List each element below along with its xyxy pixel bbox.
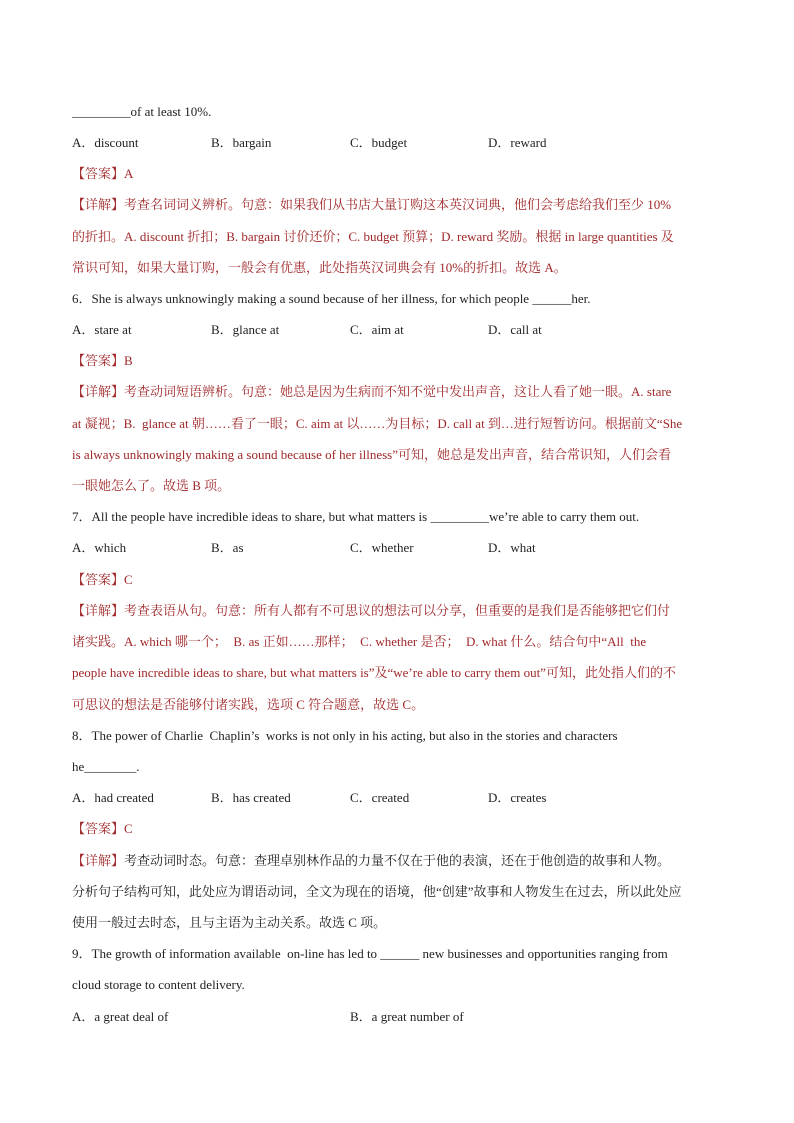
detail-line: 的折扣。A. discount 折扣；B. bargain 讨价还价；C. budget 预算；D. reward 奖励。根据 in large quantities 及 — [72, 229, 674, 244]
option-b: B．as — [211, 540, 244, 555]
answer-value: C — [124, 821, 133, 836]
option-a: A．stare at — [72, 322, 132, 337]
question-stem: 6．She is always unknowingly making a sound because of her illness, for which people ______her. — [72, 291, 591, 306]
question-stem: 7．All the people have incredible ideas to share, but what matters is _________we’re able to carry them out. — [72, 509, 640, 524]
detail-line — [72, 603, 670, 619]
option-c: C．whether — [350, 540, 414, 555]
detail-line — [72, 197, 671, 213]
answer-line — [72, 821, 133, 837]
option-d: D．call at — [488, 322, 542, 337]
option-c: C．aim at — [350, 322, 404, 337]
answer-line — [72, 166, 133, 182]
detail-line — [72, 384, 671, 400]
option-c: C．budget — [350, 135, 408, 150]
answer-value: A — [124, 166, 134, 181]
detail-tag: 【详解】 — [72, 853, 125, 868]
detail-line: 常识可知，如果大量订购，一般会有优惠，此处指英汉词典会有 10%的折扣。故选 A。 — [72, 260, 567, 275]
option-d: D．reward — [488, 135, 547, 150]
option-c: C．created — [350, 790, 410, 805]
options-row — [72, 1009, 732, 1025]
question-stem: 9．The growth of information available on-line has led to ______ new businesses and opportunities ranging from — [72, 946, 668, 961]
answer-line — [72, 353, 133, 369]
question-stem: _________of at least 10%. — [72, 104, 212, 119]
detail-tag: 【详解】 — [72, 384, 125, 399]
detail-line — [72, 853, 670, 869]
answer-value: C — [124, 572, 133, 587]
detail-line: 可思议的想法是否能够付诸实践，选项 C 符合题意，故选 C。 — [72, 697, 425, 712]
answer-tag: 【答案】 — [72, 166, 125, 181]
detail-line: at 凝视；B. glance at 朝……看了一眼；C. aim at 以……为目标；D. call at 到…进行短暂访问。根据前文“She — [72, 416, 683, 431]
options-row — [72, 790, 732, 806]
detail-line: 一眼她怎么了。故选 B 项。 — [72, 478, 231, 493]
detail-line: 分析句子结构可知，此处应为谓语动词，全文为现在的语境，他“创建”故事和人物发生在过去，所以此处应 — [72, 884, 682, 899]
answer-tag: 【答案】 — [72, 572, 125, 587]
option-b: B．has created — [211, 790, 291, 805]
option-b: B．glance at — [211, 322, 280, 337]
options-row — [72, 540, 732, 556]
answer-value: B — [124, 353, 133, 368]
detail-line: 使用一般过去时态，且与主语为主动关系。故选 C 项。 — [72, 915, 387, 930]
options-row — [72, 322, 732, 338]
option-a: A．which — [72, 540, 127, 555]
options-row — [72, 135, 732, 151]
option-d: D．creates — [488, 790, 547, 805]
question-stem: he________. — [72, 759, 140, 774]
option-a: A．discount — [72, 135, 139, 150]
option-d: D．what — [488, 540, 536, 555]
answer-tag: 【答案】 — [72, 353, 125, 368]
option-b: B．a great number of — [350, 1009, 464, 1024]
answer-tag: 【答案】 — [72, 821, 125, 836]
detail-text: 考查动词短语辨析。句意：她总是因为生病而不知不觉中发出声音，这让人看了她一眼。A. stare — [124, 384, 672, 399]
detail-line: 诸实践。A. which 哪一个； B. as 正如……那样； C. whether 是否； D. what 什么。结合句中“All the — [72, 634, 647, 649]
option-a: A．had created — [72, 790, 154, 805]
question-stem: cloud storage to content delivery. — [72, 977, 245, 992]
detail-line: is always unknowingly making a sound because of her illness”可知，她总是发出声音，结合常识知，人们会看 — [72, 447, 672, 462]
detail-tag: 【详解】 — [72, 197, 125, 212]
answer-line — [72, 572, 133, 588]
detail-line: people have incredible ideas to share, but what matters is”及“we’re able to carry them out”可知，此处指人们的不 — [72, 665, 676, 680]
option-a: A．a great deal of — [72, 1009, 169, 1024]
detail-text: 考查动词时态。句意：查理卓别林作品的力量不仅在于他的表演，还在于他创造的故事和人物。 — [124, 853, 671, 868]
detail-text: 考查表语从句。句意：所有人都有不可思议的想法可以分享，但重要的是我们是否能够把它们付 — [124, 603, 671, 618]
detail-tag: 【详解】 — [72, 603, 125, 618]
question-stem: 8．The power of Charlie Chaplin’s works is not only in his acting, but also in the stories and characters — [72, 728, 618, 743]
option-b: B．bargain — [211, 135, 272, 150]
detail-text: 考查名词词义辨析。句意：如果我们从书店大量订购这本英汉词典，他们会考虑给我们至少 10% — [124, 197, 672, 212]
